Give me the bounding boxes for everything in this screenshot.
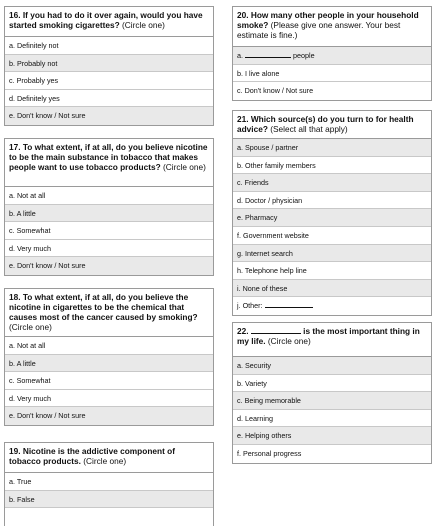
q21-option-b[interactable]: b. Other family members bbox=[233, 157, 431, 175]
question-22-title bbox=[233, 323, 431, 357]
q22-option-b[interactable]: b. Variety bbox=[233, 375, 431, 393]
q18-option-d[interactable]: d. Very much bbox=[5, 390, 213, 408]
question-20-note: (Please give one answer. Your best estimate is fine.) bbox=[237, 20, 401, 40]
question-21-title bbox=[233, 111, 431, 139]
q21-option-f[interactable]: f. Government website bbox=[233, 227, 431, 245]
question-18 bbox=[4, 288, 214, 426]
q22-option-f[interactable]: f. Personal progress bbox=[237, 448, 302, 458]
q22-option-c[interactable]: c. Being memorable bbox=[233, 392, 431, 410]
question-17-title bbox=[5, 139, 213, 187]
q22-blank[interactable] bbox=[251, 326, 301, 334]
q20-option-a-suffix: people bbox=[293, 51, 315, 60]
question-16-title bbox=[5, 7, 213, 37]
question-21 bbox=[232, 110, 432, 316]
question-19-text: 19. Nicotine is the addictive component of tobacco products. bbox=[9, 446, 175, 466]
question-20 bbox=[232, 6, 432, 101]
q20-option-b[interactable]: b. I live alone bbox=[233, 65, 431, 83]
q21-option-c[interactable]: c. Friends bbox=[233, 174, 431, 192]
q20-option-a[interactable] bbox=[233, 47, 431, 65]
q21-option-j[interactable] bbox=[233, 297, 431, 315]
q17-option-c[interactable]: c. Somewhat bbox=[5, 222, 213, 240]
q18-option-e[interactable]: e. Don't know / Not sure bbox=[5, 407, 213, 425]
question-16 bbox=[4, 6, 214, 126]
q21-option-g[interactable]: g. Internet search bbox=[233, 245, 431, 263]
q20-option-a-label: a. bbox=[237, 51, 243, 60]
q17-option-b[interactable]: b. A little bbox=[5, 205, 213, 223]
question-22-note: (Circle one) bbox=[265, 336, 311, 346]
question-21-text: 21. Which source(s) do you turn to for health advice? bbox=[237, 114, 414, 134]
q21-other-label: j. Other: bbox=[237, 301, 263, 311]
q16-option-d[interactable]: d. Definitely yes bbox=[5, 90, 213, 108]
q21-option-a[interactable]: a. Spouse / partner bbox=[233, 139, 431, 157]
question-20-text: 20. How many other people in your household smoke? bbox=[237, 10, 419, 30]
q18-option-a[interactable]: a. Not at all bbox=[5, 337, 213, 355]
q21-option-i[interactable]: i. None of these bbox=[233, 280, 431, 298]
question-17-note: (Circle one) bbox=[160, 162, 206, 172]
q17-option-d[interactable]: d. Very much bbox=[5, 240, 213, 258]
q19-option-a[interactable]: a. True bbox=[5, 473, 213, 491]
q20-option-c[interactable]: c. Don't know / Not sure bbox=[237, 86, 314, 96]
question-22-number: 22. bbox=[237, 326, 249, 336]
q16-option-a[interactable]: a. Definitely not bbox=[5, 37, 213, 55]
question-22 bbox=[232, 322, 432, 464]
q21-option-d[interactable]: d. Doctor / physician bbox=[233, 192, 431, 210]
q18-option-b[interactable]: b. A little bbox=[5, 355, 213, 373]
question-18-note: (Circle one) bbox=[9, 322, 52, 332]
q17-option-a[interactable]: a. Not at all bbox=[5, 187, 213, 205]
q16-option-c[interactable]: c. Probably yes bbox=[5, 72, 213, 90]
q19-option-c-empty bbox=[5, 508, 213, 526]
q17-option-e[interactable]: e. Don't know / Not sure bbox=[5, 257, 213, 275]
q16-option-e[interactable]: e. Don't know / Not sure bbox=[5, 107, 213, 125]
question-18-title bbox=[5, 289, 213, 337]
q18-option-c[interactable]: c. Somewhat bbox=[5, 372, 213, 390]
question-18-text: 18. To what extent, if at all, do you believe the nicotine in cigarettes to be the chemical that causes most of the cancer caused by smoking? bbox=[9, 292, 198, 322]
question-22-text: is the most important thing in my life. bbox=[237, 326, 420, 346]
question-17-text: 17. To what extent, if at all, do you believe nicotine to be the main substance in tobacco that makes people want to use tobacco products? bbox=[9, 142, 208, 172]
question-19-note: (Circle one) bbox=[80, 456, 127, 466]
q21-option-h[interactable]: h. Telephone help line bbox=[233, 262, 431, 280]
q19-option-b[interactable]: b. False bbox=[5, 491, 213, 509]
question-16-note: (Circle one) bbox=[119, 20, 165, 30]
q22-option-a[interactable]: a. Security bbox=[233, 357, 431, 375]
q20-people-blank[interactable] bbox=[245, 50, 291, 58]
question-16-text: 16. If you had to do it over again, would you have started smoking cigarettes? bbox=[9, 10, 203, 30]
q21-option-e[interactable]: e. Pharmacy bbox=[233, 209, 431, 227]
q22-option-e[interactable]: e. Helping others bbox=[233, 427, 431, 445]
question-19-title bbox=[5, 443, 213, 473]
question-19 bbox=[4, 442, 214, 526]
q21-other-blank[interactable] bbox=[265, 300, 313, 308]
q22-option-d[interactable]: d. Learning bbox=[233, 410, 431, 428]
question-20-title bbox=[233, 7, 431, 47]
question-21-note: (Select all that apply) bbox=[267, 124, 348, 134]
q16-option-b[interactable]: b. Probably not bbox=[5, 55, 213, 73]
question-17 bbox=[4, 138, 214, 276]
